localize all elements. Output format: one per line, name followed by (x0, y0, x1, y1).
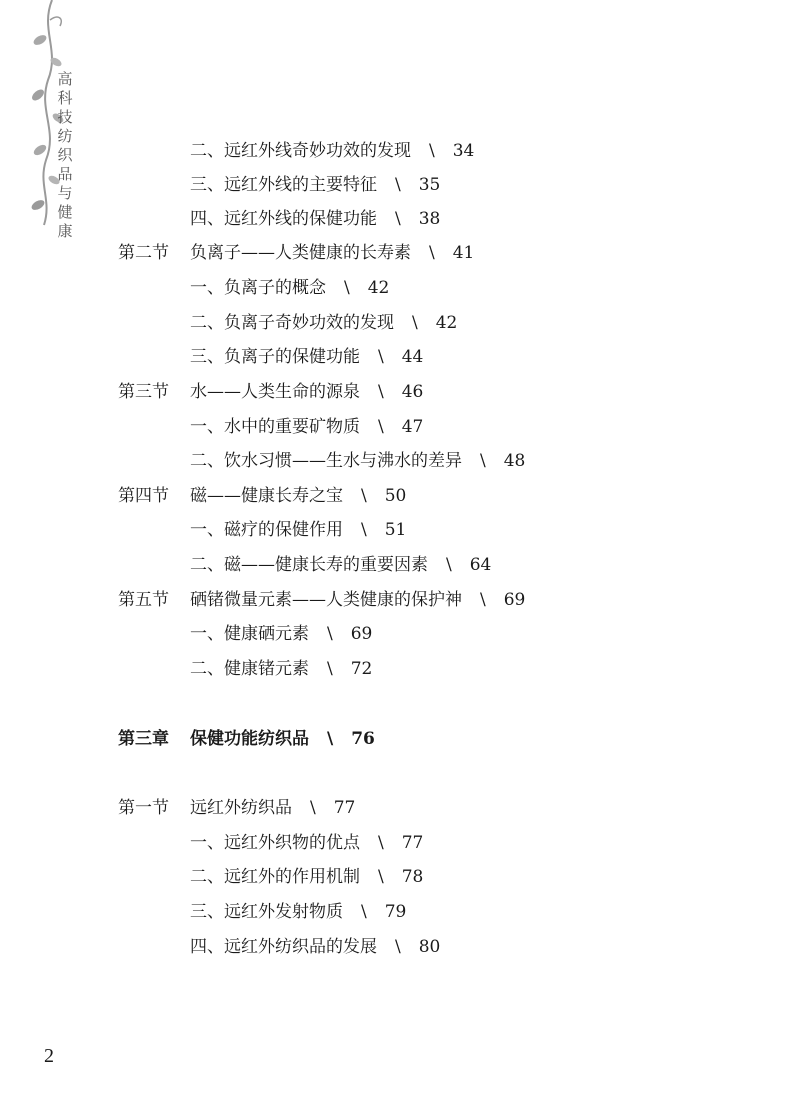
toc-title: 一、远红外织物的优点 (190, 833, 360, 853)
toc-page-number: 69 (350, 624, 373, 644)
toc-separator: \ (378, 417, 384, 437)
toc-item (190, 623, 372, 645)
running-title-char: 科 (57, 89, 73, 107)
toc-page-number: 44 (401, 347, 424, 367)
toc-page-number: 46 (401, 382, 424, 402)
toc-label: 第三章 (118, 729, 169, 749)
toc-title: 四、远红外线的保健功能 (190, 209, 377, 229)
toc-title: 二、磁——健康长寿的重要因素 (190, 555, 428, 575)
toc-chapter (118, 728, 375, 750)
toc-title: 负离子——人类健康的长寿素 (190, 243, 411, 263)
toc-separator: \ (446, 555, 452, 575)
toc-item (190, 208, 440, 230)
toc-title: 三、远红外发射物质 (190, 902, 343, 922)
toc-separator: \ (327, 729, 334, 749)
toc-section (118, 485, 406, 507)
toc-item (190, 416, 423, 438)
page-number: 2 (44, 1045, 54, 1067)
toc-separator: \ (412, 313, 418, 333)
toc-title: 三、负离子的保健功能 (190, 347, 360, 367)
toc-title: 二、饮水习惯——生水与沸水的差异 (190, 451, 462, 471)
toc-title: 二、远红外的作用机制 (190, 867, 360, 887)
toc-separator: \ (378, 867, 384, 887)
toc-item (190, 658, 372, 680)
toc-item (190, 901, 406, 923)
toc-item (190, 140, 474, 162)
toc-section (118, 381, 423, 403)
running-title-char: 健 (57, 203, 73, 221)
toc-page-number: 42 (367, 278, 390, 298)
toc-separator: \ (361, 902, 367, 922)
toc-title: 保健功能纺织品 (190, 729, 309, 749)
toc-item (190, 174, 440, 196)
toc-title: 二、负离子奇妙功效的发现 (190, 313, 394, 333)
running-title-char: 技 (57, 108, 73, 126)
toc-page-number: 76 (351, 729, 375, 749)
toc-separator: \ (429, 141, 435, 161)
toc-page-number: 80 (418, 937, 441, 957)
toc-label: 第四节 (118, 486, 169, 506)
toc-separator: \ (480, 451, 486, 471)
toc-section (118, 589, 525, 611)
toc-item (190, 450, 525, 472)
toc-separator: \ (361, 486, 367, 506)
toc-separator: \ (378, 833, 384, 853)
toc-item (190, 554, 491, 576)
toc-item (190, 832, 423, 854)
toc-separator: \ (429, 243, 435, 263)
toc-separator: \ (480, 590, 486, 610)
toc-title: 一、水中的重要矿物质 (190, 417, 360, 437)
toc-section (118, 797, 355, 819)
toc-separator: \ (310, 798, 316, 818)
toc-item (190, 312, 457, 334)
toc-title: 二、远红外线奇妙功效的发现 (190, 141, 411, 161)
toc-title: 一、磁疗的保健作用 (190, 520, 343, 540)
toc-separator: \ (395, 175, 401, 195)
toc-label: 第一节 (118, 798, 169, 818)
toc-title: 远红外纺织品 (190, 798, 292, 818)
toc-title: 磁——健康长寿之宝 (190, 486, 343, 506)
toc-title: 三、远红外线的主要特征 (190, 175, 377, 195)
toc-label: 第三节 (118, 382, 169, 402)
toc-page-number: 64 (469, 555, 492, 575)
toc-label: 第二节 (118, 243, 169, 263)
toc-item (190, 277, 389, 299)
toc-title: 硒锗微量元素——人类健康的保护神 (190, 590, 462, 610)
toc-page-number: 35 (418, 175, 441, 195)
toc-title: 一、健康硒元素 (190, 624, 309, 644)
toc-page-number: 78 (401, 867, 424, 887)
toc-page-number: 41 (452, 243, 475, 263)
toc-title: 四、远红外纺织品的发展 (190, 937, 377, 957)
toc-title: 水——人类生命的源泉 (190, 382, 360, 402)
toc-page-number: 77 (401, 833, 424, 853)
toc-separator: \ (395, 937, 401, 957)
running-title-char: 织 (57, 146, 73, 164)
toc-page-number: 69 (503, 590, 526, 610)
running-title-char: 与 (57, 184, 73, 202)
running-title-char: 高 (57, 70, 73, 88)
toc-page-number: 34 (452, 141, 475, 161)
toc-page-number: 77 (333, 798, 356, 818)
running-title-char: 纺 (57, 127, 73, 145)
toc-item (190, 346, 423, 368)
toc-page-number: 50 (384, 486, 407, 506)
running-title-char: 品 (57, 165, 73, 183)
toc-page-number: 47 (401, 417, 424, 437)
toc-item (190, 936, 440, 958)
toc-page-number: 38 (418, 209, 441, 229)
toc-separator: \ (378, 382, 384, 402)
toc-item (190, 519, 406, 541)
toc-title: 二、健康锗元素 (190, 659, 309, 679)
toc-page-number: 42 (435, 313, 458, 333)
toc-separator: \ (395, 209, 401, 229)
toc-page-number: 72 (350, 659, 373, 679)
toc-separator: \ (344, 278, 350, 298)
toc-page-number: 79 (384, 902, 407, 922)
toc-section (118, 242, 474, 264)
toc-separator: \ (361, 520, 367, 540)
toc-page-number: 48 (503, 451, 526, 471)
toc-separator: \ (378, 347, 384, 367)
toc-separator: \ (327, 624, 333, 644)
toc-title: 一、负离子的概念 (190, 278, 326, 298)
toc-page-number: 51 (384, 520, 407, 540)
running-title-char: 康 (57, 222, 73, 240)
toc-separator: \ (327, 659, 333, 679)
toc-label: 第五节 (118, 590, 169, 610)
toc-item (190, 866, 423, 888)
